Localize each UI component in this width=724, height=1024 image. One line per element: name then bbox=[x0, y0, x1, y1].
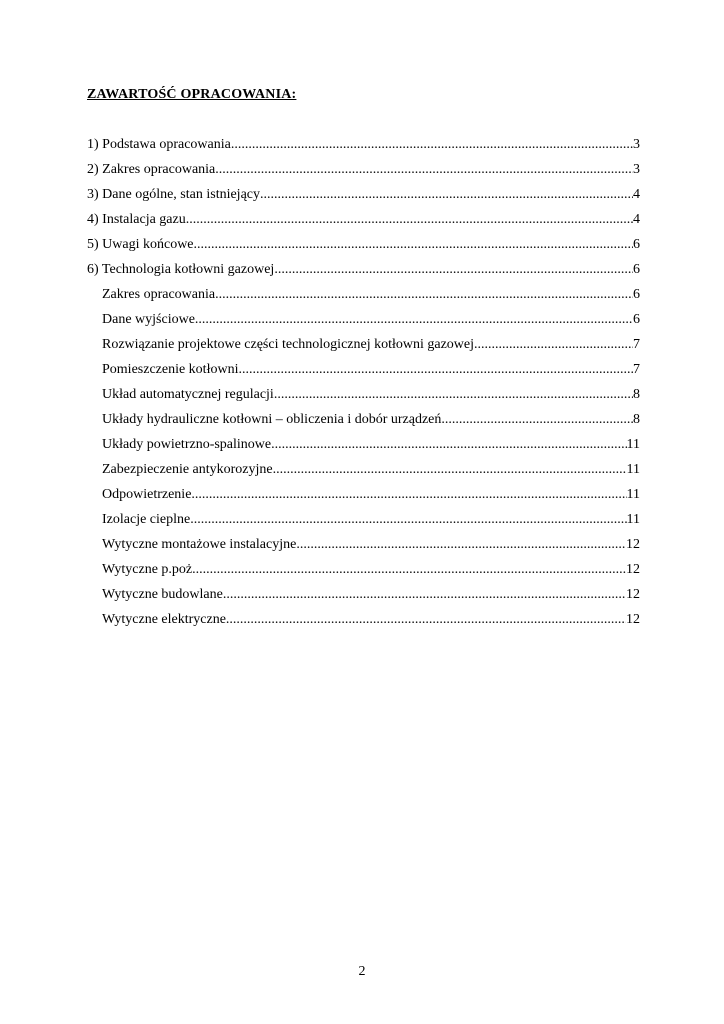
toc-entry-page: 7 bbox=[633, 362, 640, 377]
toc-dot-leader bbox=[296, 535, 626, 555]
toc-entry-label: Wytyczne montażowe instalacyjne bbox=[102, 537, 297, 552]
toc-dot-leader bbox=[441, 410, 633, 430]
toc-entry-page: 11 bbox=[626, 462, 640, 477]
toc-entry[interactable] bbox=[87, 235, 640, 260]
toc-entry-page: 11 bbox=[626, 437, 640, 452]
toc-dot-leader bbox=[194, 235, 633, 255]
toc-dot-leader bbox=[271, 435, 626, 455]
toc-entry-label: 2) Zakres opracowania bbox=[87, 162, 216, 177]
toc-dot-leader bbox=[238, 360, 633, 380]
toc-dot-leader bbox=[191, 485, 626, 505]
toc-dot-leader bbox=[186, 210, 633, 230]
toc-entry[interactable] bbox=[87, 360, 640, 385]
toc-entry-label: Układ automatycznej regulacji bbox=[102, 387, 274, 402]
toc-entry[interactable] bbox=[87, 535, 640, 560]
toc-entry-label: Wytyczne p.poż bbox=[102, 562, 193, 577]
table-of-contents bbox=[87, 135, 640, 635]
toc-entry[interactable] bbox=[87, 385, 640, 410]
toc-entry-page: 6 bbox=[633, 237, 640, 252]
toc-entry[interactable] bbox=[87, 160, 640, 185]
toc-entry[interactable] bbox=[87, 585, 640, 610]
toc-dot-leader bbox=[231, 135, 633, 155]
toc-entry[interactable] bbox=[87, 460, 640, 485]
toc-dot-leader bbox=[474, 335, 633, 355]
toc-entry[interactable] bbox=[87, 210, 640, 235]
toc-entry-page: 6 bbox=[633, 262, 640, 277]
toc-entry-label: Dane wyjściowe bbox=[102, 312, 195, 327]
toc-entry-page: 4 bbox=[633, 212, 640, 227]
toc-dot-leader bbox=[195, 310, 633, 330]
toc-entry-page: 12 bbox=[626, 562, 640, 577]
toc-entry-page: 12 bbox=[626, 612, 640, 627]
toc-entry-page: 8 bbox=[633, 412, 640, 427]
toc-entry-page: 3 bbox=[633, 162, 640, 177]
toc-entry[interactable] bbox=[87, 610, 640, 635]
toc-entry-label: Wytyczne elektryczne bbox=[102, 612, 226, 627]
toc-entry-page: 11 bbox=[626, 512, 640, 527]
toc-entry-page: 7 bbox=[633, 337, 640, 352]
toc-dot-leader bbox=[226, 610, 626, 630]
toc-dot-leader bbox=[274, 385, 633, 405]
toc-entry-label: 1) Podstawa opracowania bbox=[87, 137, 231, 152]
toc-entry[interactable] bbox=[87, 410, 640, 435]
toc-entry-label: Zabezpieczenie antykorozyjne bbox=[102, 462, 273, 477]
toc-dot-leader bbox=[223, 585, 626, 605]
toc-dot-leader bbox=[215, 160, 633, 180]
toc-title: ZAWARTOŚĆ OPRACOWANIA: bbox=[87, 87, 297, 102]
toc-entry[interactable] bbox=[87, 335, 640, 360]
toc-entry-label: 4) Instalacja gazu bbox=[87, 212, 186, 227]
toc-entry[interactable] bbox=[87, 285, 640, 310]
toc-entry-page: 12 bbox=[626, 537, 640, 552]
toc-entry-label: 3) Dane ogólne, stan istniejący bbox=[87, 187, 261, 202]
toc-entry[interactable] bbox=[87, 560, 640, 585]
toc-entry[interactable] bbox=[87, 185, 640, 210]
toc-dot-leader bbox=[215, 285, 633, 305]
toc-entry-label: Układy hydrauliczne kotłowni – obliczenia i dobór urządzeń bbox=[102, 412, 442, 427]
toc-entry-label: 6) Technologia kotłowni gazowej bbox=[87, 262, 275, 277]
toc-entry[interactable] bbox=[87, 260, 640, 285]
toc-entry-label: Odpowietrzenie bbox=[102, 487, 192, 502]
toc-entry-page: 6 bbox=[633, 287, 640, 302]
toc-entry[interactable] bbox=[87, 310, 640, 335]
toc-entry-page: 3 bbox=[633, 137, 640, 152]
toc-entry-label: Rozwiązanie projektowe części technologicznej kotłowni gazowej bbox=[102, 337, 475, 352]
toc-entry-label: Izolacje cieplne bbox=[102, 512, 191, 527]
toc-entry-label: Pomieszczenie kotłowni bbox=[102, 362, 239, 377]
toc-entry-page: 8 bbox=[633, 387, 640, 402]
toc-entry[interactable] bbox=[87, 485, 640, 510]
toc-entry[interactable] bbox=[87, 510, 640, 535]
toc-entry[interactable] bbox=[87, 135, 640, 160]
toc-dot-leader bbox=[192, 560, 626, 580]
toc-entry[interactable] bbox=[87, 435, 640, 460]
toc-entry-label: 5) Uwagi końcowe bbox=[87, 237, 194, 252]
toc-entry-page: 12 bbox=[626, 587, 640, 602]
toc-entry-label: Wytyczne budowlane bbox=[102, 587, 223, 602]
toc-entry-page: 6 bbox=[633, 312, 640, 327]
toc-dot-leader bbox=[190, 510, 626, 530]
toc-entry-page: 4 bbox=[633, 187, 640, 202]
toc-dot-leader bbox=[273, 460, 627, 480]
page-number: 2 bbox=[358, 964, 366, 979]
toc-dot-leader bbox=[274, 260, 633, 280]
toc-entry-label: Układy powietrzno-spalinowe bbox=[102, 437, 272, 452]
toc-dot-leader bbox=[260, 185, 633, 205]
toc-entry-label: Zakres opracowania bbox=[102, 287, 216, 302]
toc-entry-page: 11 bbox=[626, 487, 640, 502]
